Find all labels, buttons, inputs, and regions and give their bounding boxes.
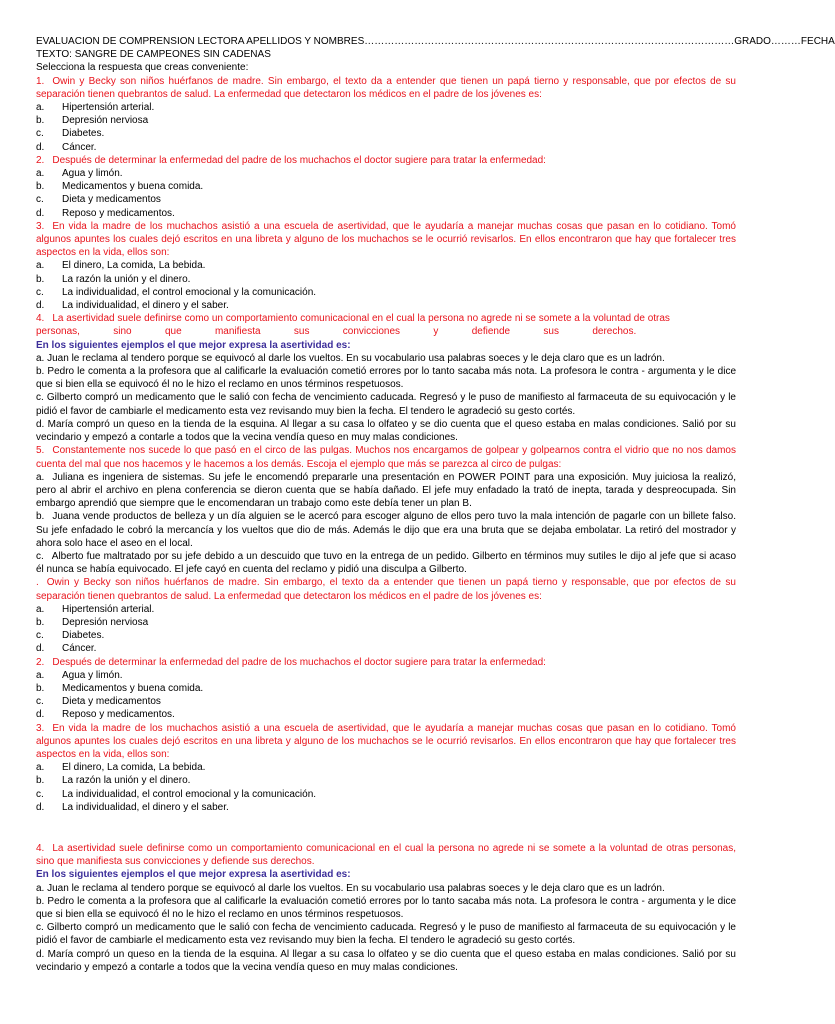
example-option: b. Pedro le comenta a la profesora que al calificarle la evaluación cometió errores por lo tanto sacaba más nota. La profesora le contra - argumenta y le dice que si bien ella se equivocó él no le hizo el reclamo en unos términos respetuosos.: [36, 366, 736, 391]
question-text: Constantemente nos sucede lo que pasó en el circo de las pulgas. Muchos nos encargamos de golpear y golpearnos contra el vidrio que no nos damos cuenta del mal que nos hacemos y le hacemos a los demás. Escoja el ejemplo que más se parezca al circo de pulgas:: [36, 445, 736, 470]
doc-text-title: TEXTO: SANGRE DE CAMPEONES SIN CADENAS: [36, 49, 271, 61]
question-number: 4.: [36, 313, 45, 325]
answer-option: a. Agua y limón.: [36, 168, 123, 180]
question-4-stem-line2: personas, sino que manifiesta sus convicciones y defiende sus derechos.: [36, 326, 637, 338]
answer-option: d. La individualidad, el dinero y el saber.: [36, 801, 229, 813]
question-number: 3.: [36, 722, 45, 734]
answer-option: c. Diabetes.: [36, 630, 105, 642]
answer-option: b. Medicamentos y buena comida.: [36, 682, 204, 694]
question-number: 2.: [36, 154, 45, 166]
answer-option: c. Dieta y medicamentos: [36, 194, 161, 206]
question-2-stem-repeat: [36, 656, 736, 669]
doc-instruction: Selecciona la respuesta que creas conveniente:: [36, 62, 249, 74]
question-5-stem: [36, 444, 736, 470]
answer-option: a. Hipertensión arterial.: [36, 603, 155, 615]
question-text: Después de determinar la enfermedad del padre de los muchachos el doctor sugiere para tratar la enfermedad:: [52, 154, 546, 166]
answer-option: d. Cáncer.: [36, 643, 97, 655]
answer-option: c. La individualidad, el control emocional y la comunicación.: [36, 788, 317, 800]
question-number: 4.: [36, 842, 45, 854]
answer-option: b. Depresión nerviosa: [36, 115, 149, 127]
question-4-stem-line1: 4. La asertividad suele definirse como un comportamiento comunicacional en el cual la persona no agrede ni se somete a la voluntad de otras: [36, 313, 670, 325]
example-option: c. Gilberto compró un medicamento que le salió con fecha de vencimiento caducada. Regresó y le puso de manifiesto al farmaceuta de su equivocación y le pidió el favor de cambiarle el medicamento esta vez revisando muy bien la fecha. El tendero le agradeció su gesto cortés.: [36, 922, 736, 947]
question-1-stem-repeat: [36, 576, 736, 602]
example-option: c. Alberto fue maltratado por su jefe debido a un descuido que tuvo en la entrega de un pedido. Gilberto en términos muy sutiles le dijo al jefe que si acaso él nunca se había equivocado. El jefe cayó en cuenta del reclamo y pidió una disculpa a Gilberto.: [36, 550, 736, 576]
example-option: b. Pedro le comenta a la profesora que al calificarle la evaluación cometió errores por lo tanto sacaba más nota. La profesora le contra - argumenta y le dice que si bien ella se equivocó él no le hizo el reclamo en unos términos respetuosos.: [36, 895, 736, 920]
question-number: .: [36, 577, 39, 589]
answer-option: c. Dieta y medicamentos: [36, 696, 161, 708]
question-4-prompt-repeat: En los siguientes ejemplos el que mejor expresa la asertividad es:: [36, 869, 351, 881]
question-4-prompt: En los siguientes ejemplos el que mejor expresa la asertividad es:: [36, 339, 351, 351]
question-text: Owin y Becky son niños huérfanos de madre. Sin embargo, el texto da a entender que tienen un papá tierno y responsable, que por efectos de su separación tienen quebrantos de salud. La enfermedad que detectaron los médicos en el padre de los jóvenes es:: [36, 75, 736, 100]
answer-option: b. Medicamentos y buena comida.: [36, 181, 204, 193]
question-2-stem: [36, 154, 736, 167]
example-option: a. Juliana es ingeniera de sistemas. Su jefe le encomendó prepararle una presentación en POWER POINT para una exposición. Muy juiciosa la realizó, pero al abrir el archivo en plena conferencia se dieron cuenta que se había dañado. El jefe muy enfadado la trató de inepta, tarada y despreocupada. Sin embargo aprendió que siempre que le encomendaran un trabajo como este debía tener un plan B.: [36, 471, 736, 510]
answer-option: d. La individualidad, el dinero y el saber.: [36, 300, 229, 312]
question-text: En vida la madre de los muchachos asistió a una escuela de asertividad, que le ayudaría a manejar muchas cosas que pasan en lo cotidiano. Tomó algunos apuntes los cuales dejó escritos en una libreta y alguno de los muchachos se le ocurrió revisarlos. En ellos encontraron que hay que fortalecer tres aspectos en la vida, ellos son:: [36, 722, 736, 760]
answer-option: a. El dinero, La comida, La bebida.: [36, 762, 206, 774]
question-number: 5.: [36, 445, 45, 457]
doc-header-title: EVALUACION DE COMPRENSION LECTORA APELLIDOS Y NOMBRES…………………………………………………………………………………………………GRADO………FECHA: [36, 36, 835, 47]
answer-option: c. Diabetes.: [36, 128, 105, 140]
question-number: 1.: [36, 75, 45, 87]
example-option: a. Juan le reclama al tendero porque se equivocó al darle los vueltos. En su vocabulario usa palabras soeces y le deja claro que es un ladrón.: [36, 882, 665, 894]
answer-option: d. Reposo y medicamentos.: [36, 207, 175, 219]
example-option: a. Juan le reclama al tendero porque se equivocó al darle los vueltos. En su vocabulario usa palabras soeces y le deja claro que es un ladrón.: [36, 352, 665, 364]
answer-option: a. Agua y limón.: [36, 669, 123, 681]
question-1-stem: [36, 75, 736, 101]
example-option: c. Gilberto compró un medicamento que le salió con fecha de vencimiento caducada. Regresó y le puso de manifiesto al farmaceuta de su equivocación y le pidió el favor de cambiarle el medicamento esta vez revisando muy bien la fecha. El tendero le agradeció su gesto cortés.: [36, 392, 736, 417]
question-number: 3.: [36, 220, 45, 232]
answer-option: a. El dinero, La comida, La bebida.: [36, 260, 206, 272]
question-number: 2.: [36, 656, 45, 668]
question-text: Después de determinar la enfermedad del padre de los muchachos el doctor sugiere para tratar la enfermedad:: [52, 656, 546, 668]
answer-option: d. Reposo y medicamentos.: [36, 709, 175, 721]
answer-option: b. Depresión nerviosa: [36, 616, 149, 628]
answer-option: b. La razón la unión y el dinero.: [36, 273, 191, 285]
question-4-stem-repeat: [36, 842, 736, 868]
example-option: d. María compró un queso en la tienda de la esquina. Al llegar a su casa lo olfateo y se dio cuenta que el queso estaba en malas condiciones. Salió por su vecindario y empezó a contarle a todos que la vecina vendía queso en muy malas condiciones.: [36, 948, 736, 973]
question-text: En vida la madre de los muchachos asistió a una escuela de asertividad, que le ayudaría a manejar muchas cosas que pasan en lo cotidiano. Tomó algunos apuntes los cuales dejó escritos en una libreta y alguno de los muchachos se le ocurrió revisarlos. En ellos encontraron que hay que fortalecer tres aspectos en la vida, ellos son:: [36, 220, 736, 259]
answer-option: b. La razón la unión y el dinero.: [36, 775, 191, 787]
question-text: Owin y Becky son niños huérfanos de madre. Sin embargo, el texto da a entender que tienen un papá tierno y responsable, que por efectos de su separación tienen quebrantos de salud. La enfermedad que detectaron los médicos en el padre de los jóvenes es:: [36, 577, 736, 602]
answer-option: c. La individualidad, el control emocional y la comunicación.: [36, 286, 317, 298]
example-option: b. Juana vende productos de belleza y un día alguien se le acercó para escoger alguno de ellos pero tuvo la mala intención de pagarle con un billete falso. Su jefe enfadado le cobró la mercancía y los vueltos que dio de más. Además le dijo que era una bruta que se dejaba embolatar. La retiró del mostrador y ahora solo hace el aseo en el local.: [36, 511, 736, 549]
question-3-stem: [36, 220, 736, 260]
question-text: La asertividad suele definirse como un comportamiento comunicacional en el cual la persona no agrede ni se somete a la voluntad de otras personas, sino que manifiesta sus convicciones y defiende sus derechos.: [36, 842, 736, 868]
example-option: d. María compró un queso en la tienda de la esquina. Al llegar a su casa lo olfateo y se dio cuenta que el queso estaba en malas condiciones. Salió por su vecindario y empezó a contarle a todos que la vecina vendía queso en muy malas condiciones.: [36, 418, 736, 444]
question-3-stem-repeat: [36, 722, 736, 762]
answer-option: d. Cáncer.: [36, 141, 97, 153]
answer-option: a. Hipertensión arterial.: [36, 102, 155, 114]
spacer: [36, 814, 736, 842]
